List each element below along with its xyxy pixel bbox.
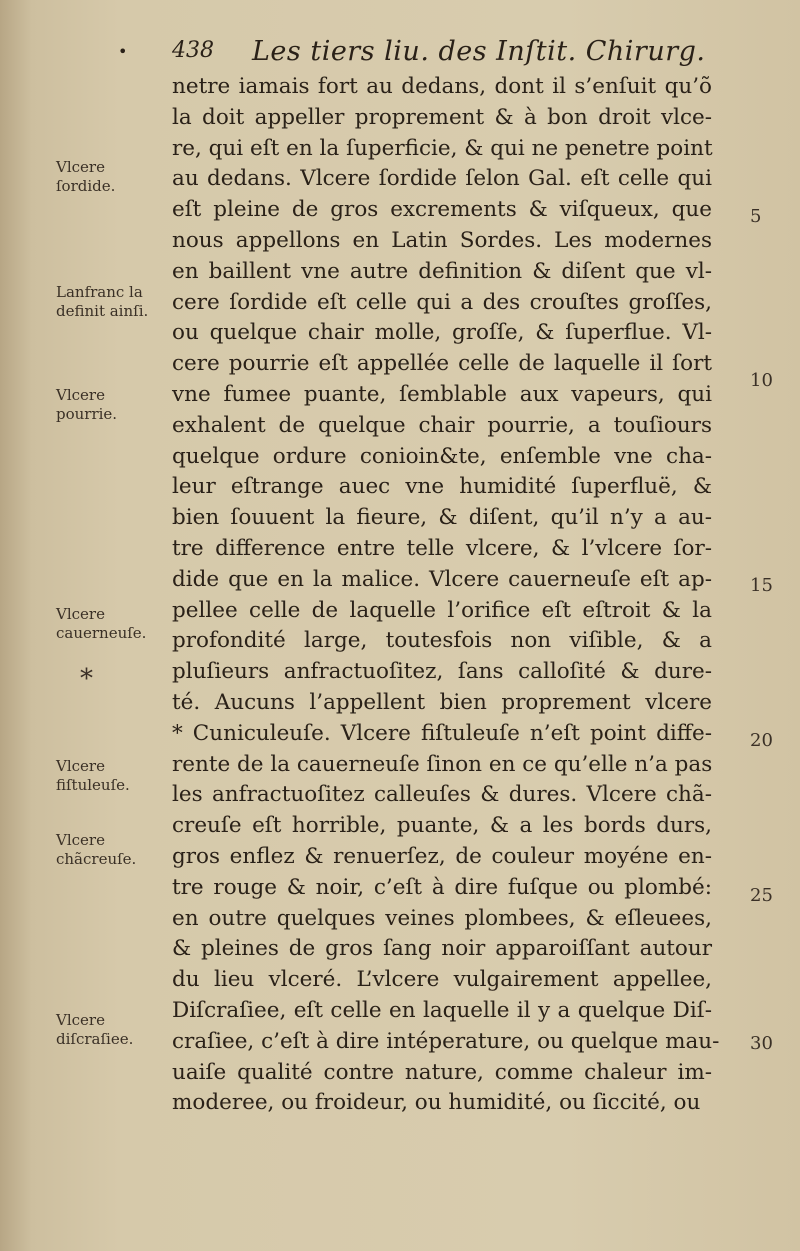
text-line: craſiee, c’eſt à dire intéperature, ou quelque mau- bbox=[172, 1028, 720, 1054]
text-line: au dedans. Vlcere ſordide ſelon Gal. eſt celle qui bbox=[172, 166, 712, 192]
text-line: * Cuniculeuſe. Vlcere fiſtuleuſe n’eſt point diffe- bbox=[172, 720, 712, 746]
text-line: leur eſtrange auec vne humidité ſuperfluë, & bbox=[172, 474, 712, 500]
margin-note-pourrie: Vlcere pourrie. bbox=[56, 386, 118, 423]
text-line: gros enflez & renuerſez, de couleur moyéne en- bbox=[172, 843, 712, 869]
text-line: pellee celle de laquelle l’orifice eſt eſtroit & la bbox=[172, 597, 712, 623]
text-line: profondité large, toutesfois non viſible, & a bbox=[172, 628, 712, 654]
line-number: 10 bbox=[750, 370, 773, 391]
line-number: 15 bbox=[750, 575, 773, 596]
margin-note-cauerneuse: Vlcere cauerneuſe. bbox=[56, 605, 147, 642]
text-line: la doit appeller proprement & à bon droit vlce- bbox=[172, 104, 712, 130]
header-dot: • bbox=[118, 42, 128, 61]
text-line: pluſieurs anfractuoſitez, ſans calloſité & dure- bbox=[172, 659, 712, 685]
text-line: Diſcraſiee, eſt celle en laquelle il y a quelque Diſ- bbox=[172, 997, 712, 1023]
text-line: cere ſordide eſt celle qui a des crouſtes groſſes, bbox=[172, 289, 712, 315]
text-line: ou quelque chair molle, groſſe, & ſuperflue. Vl- bbox=[172, 320, 712, 346]
page-header bbox=[0, 38, 800, 74]
margin-asterisk: * bbox=[80, 664, 93, 694]
text-line: en baillent vne autre definition & diſent que vl- bbox=[172, 258, 712, 284]
text-line: bien ſouuent la fieure, & diſent, qu’il n’y a au- bbox=[172, 505, 712, 531]
line-number: 25 bbox=[750, 885, 773, 906]
text-line: quelque ordure conioin&te, enſemble vne cha- bbox=[172, 443, 712, 469]
margin-note-chancreuse: Vlcere chãcreuſe. bbox=[56, 831, 137, 868]
text-line: cere pourrie eſt appellée celle de laquelle il ſort bbox=[172, 351, 712, 377]
text-line: rente de la cauerneuſe ſinon en ce qu’elle n’a pas bbox=[172, 751, 713, 777]
text-line: uaiſe qualité contre nature, comme chaleur im- bbox=[172, 1059, 712, 1085]
text-line: nous appellons en Latin Sordes. Les modernes bbox=[172, 227, 712, 253]
text-line: té. Aucuns l’appellent bien proprement vlcere bbox=[172, 689, 712, 715]
text-line: en outre quelques veines plombees, & eſleuees, bbox=[172, 905, 712, 931]
main-text-block bbox=[172, 72, 720, 1119]
running-title: Les tiers liu. des Inſtit. Chirurg. bbox=[252, 36, 706, 67]
text-line: eſt pleine de gros excrements & viſqueux, que bbox=[172, 197, 712, 223]
text-line: exhalent de quelque chair pourrie, a touſiours bbox=[172, 412, 712, 438]
margin-note-sordide: Vlcere ſordide. bbox=[56, 158, 116, 195]
text-line: tre rouge & noir, c’eſt à dire fuſque ou plombé: bbox=[172, 874, 712, 900]
margin-note-lanfranc: Lanfranc la definit ainſi. bbox=[56, 283, 149, 320]
text-line: netre iamais fort au dedans, dont il s’enſuit qu’õ bbox=[172, 74, 712, 99]
page-number: 438 bbox=[172, 38, 214, 63]
text-line: tre difference entre telle vlcere, & l’vlcere ſor- bbox=[172, 535, 712, 561]
text-line: dide que en la malice. Vlcere cauerneuſe eſt ap- bbox=[172, 566, 712, 592]
text-line: creuſe eſt horrible, puante, & a les bords durs, bbox=[172, 813, 712, 839]
text-line: moderee, ou froideur, ou humidité, ou ſiccité, ou bbox=[172, 1090, 701, 1116]
line-number: 20 bbox=[750, 730, 773, 751]
text-line: les anfractuoſitez calleuſes & dures. Vlcere chã- bbox=[172, 782, 712, 808]
text-line: re, qui eſt en la ſuperficie, & qui ne penetre point bbox=[172, 135, 713, 161]
margin-note-discrasiee: Vlcere diſcraſiee. bbox=[56, 1011, 134, 1048]
text-line: vne fumee puante, ſemblable aux vapeurs, qui bbox=[172, 381, 712, 407]
margin-note-fistuleuse: Vlcere fiſtuleuſe. bbox=[56, 757, 130, 794]
text-line: & pleines de gros ſang noir apparoiſſant autour bbox=[172, 936, 712, 962]
line-number: 30 bbox=[750, 1033, 773, 1054]
text-line: du lieu vlceré. L’vlcere vulgairement appellee, bbox=[172, 967, 712, 993]
line-number: 5 bbox=[750, 206, 762, 227]
